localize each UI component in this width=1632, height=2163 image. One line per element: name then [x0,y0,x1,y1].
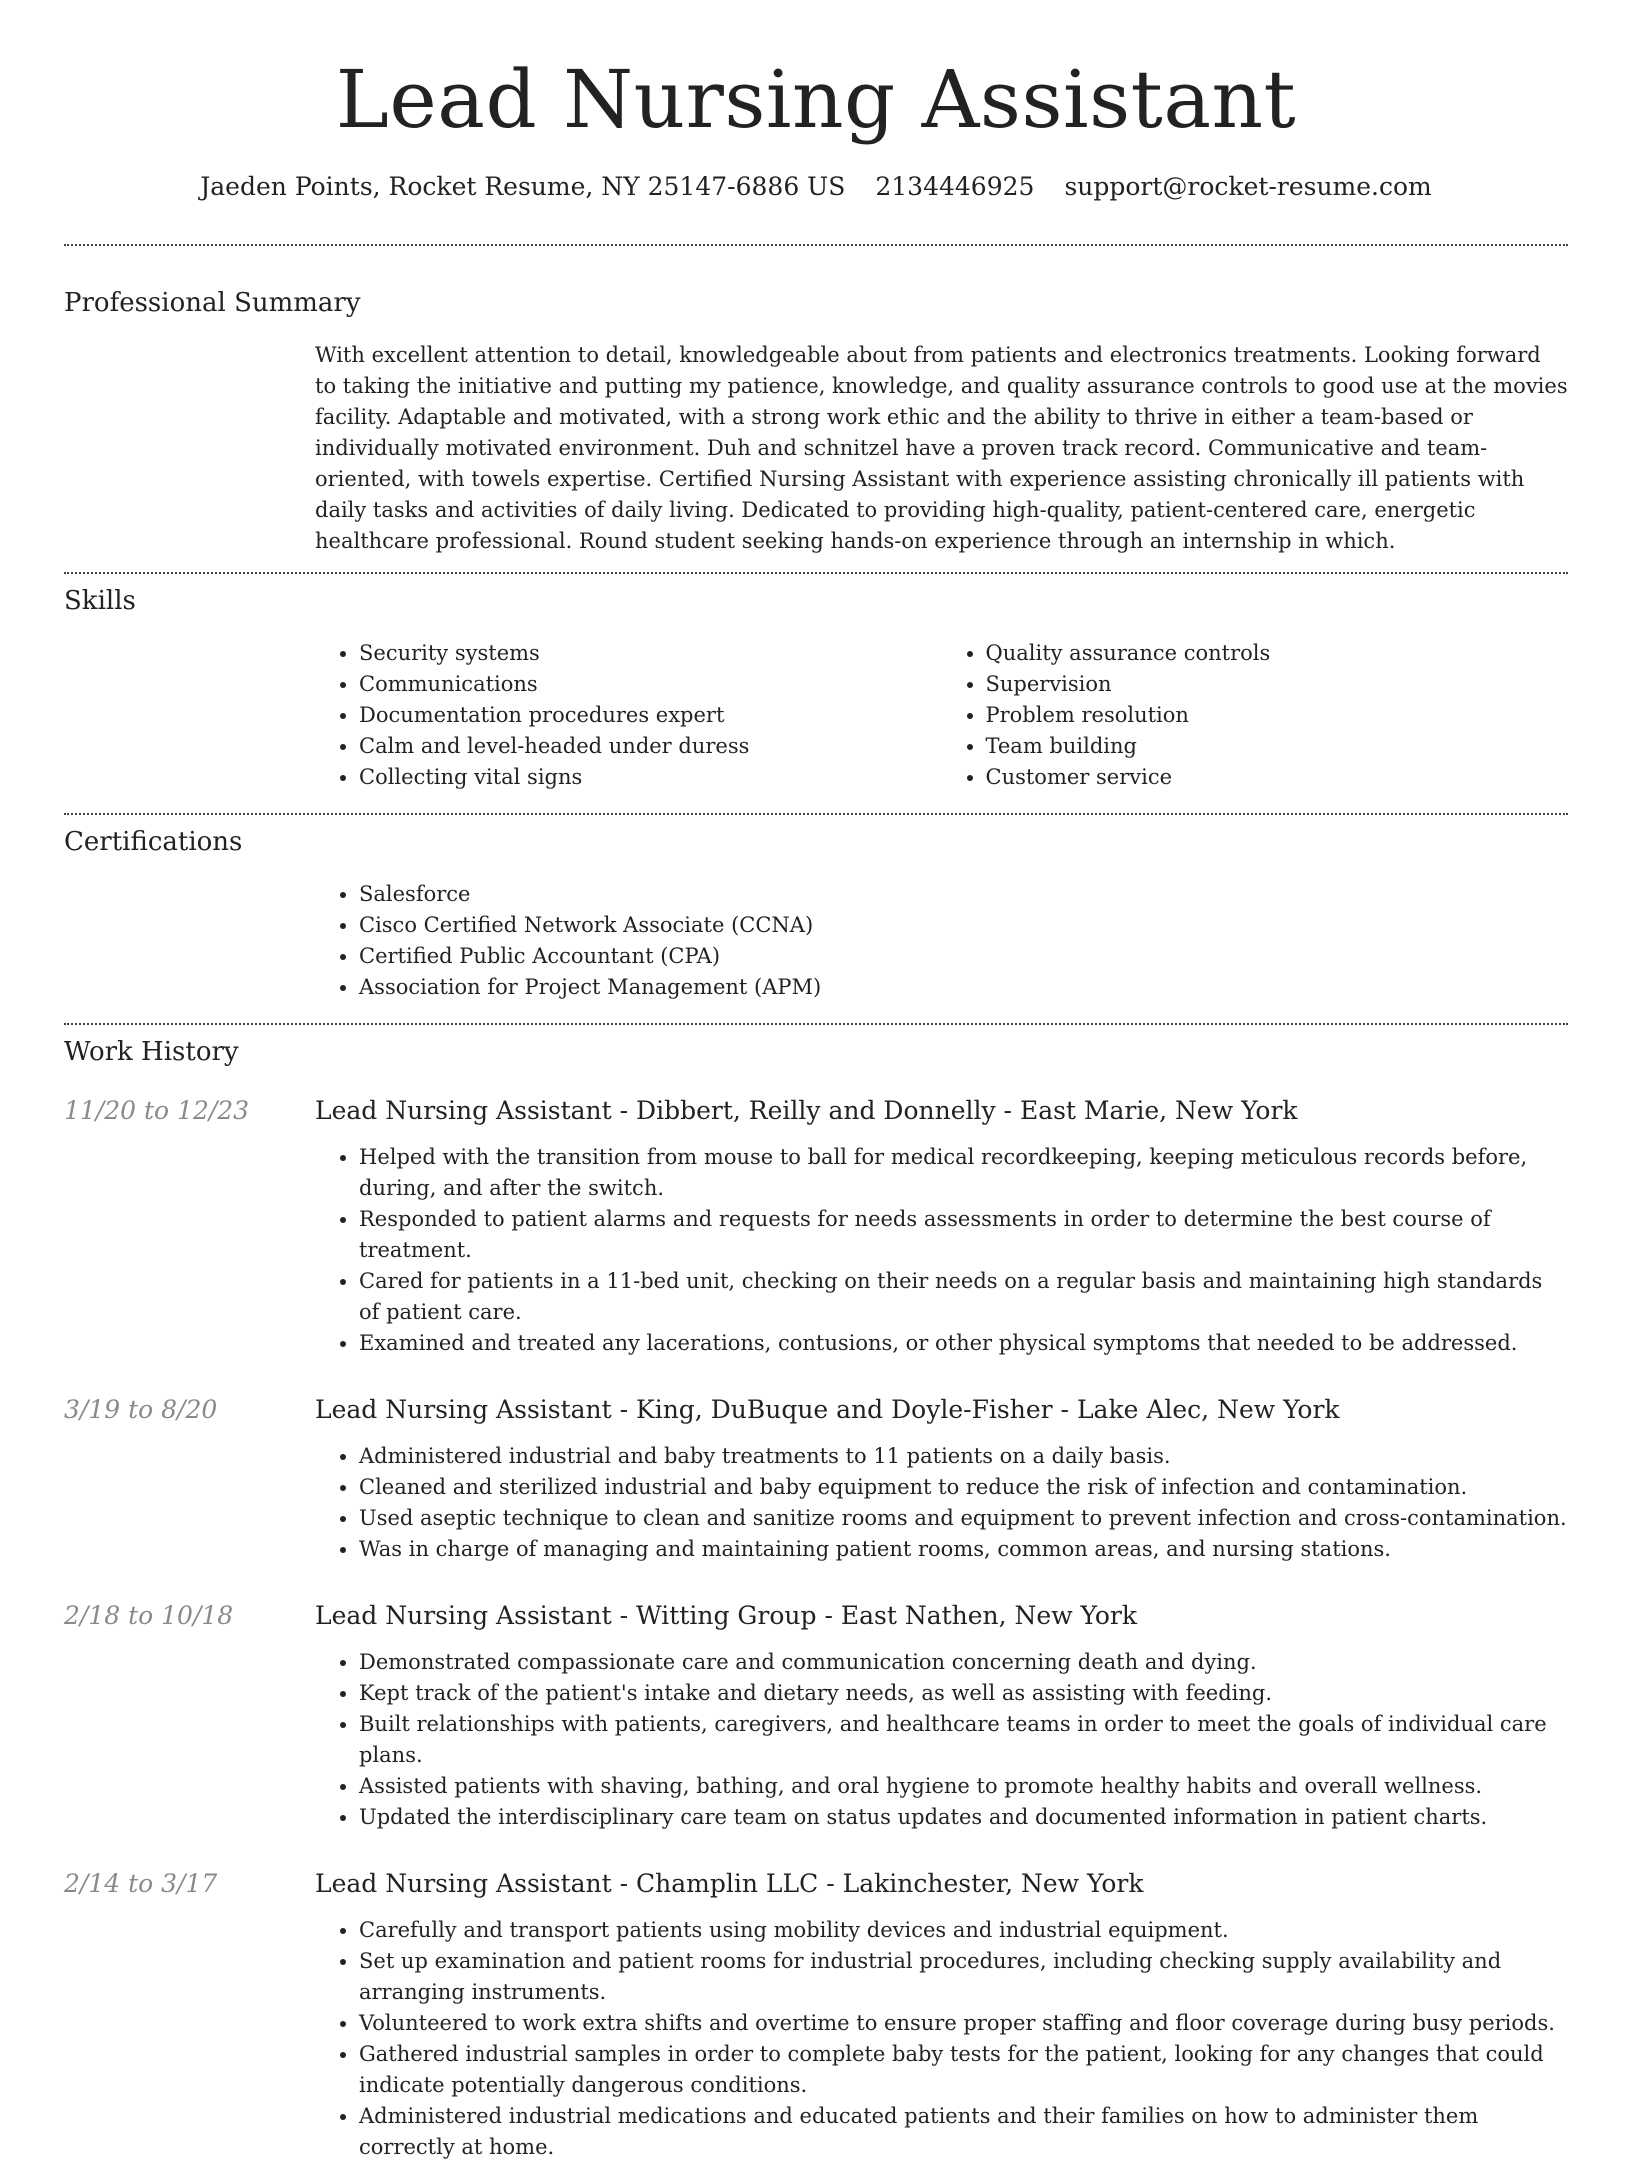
job-dates: 11/20 to 12/23 [64,1096,250,1125]
certification-item: • Salesforce [359,879,1568,910]
job-bullets [315,1142,1568,1359]
contact-email: support@rocket-resume.com [1064,172,1432,201]
skill-item: • Customer service [986,762,1569,793]
section-title-skills: Skills [64,586,136,616]
certification-item: • Association for Project Management (APM) [359,972,1568,1003]
job-entry [64,1393,1568,1565]
job-entry [64,1599,1568,1833]
divider [64,813,1568,815]
resume-page [64,0,1568,2163]
section-title-work-history: Work History [64,1037,239,1067]
job-bullet: • Helped with the transition from mouse to ball for medical recordkeeping, keeping meticulous records before, during, and after the switch. [359,1142,1568,1204]
divider [64,572,1568,574]
skill-item: • Supervision [986,669,1569,700]
skill-item: • Security systems [359,638,942,669]
job-title: Lead Nursing Assistant - King, DuBuque and Doyle-Fisher - Lake Alec, New York [315,1395,1340,1424]
job-dates: 3/19 to 8/20 [64,1395,218,1424]
job-bullets [315,1441,1568,1565]
section-title-summary: Professional Summary [64,288,361,318]
skill-item: • Communications [359,669,942,700]
job-bullet: • Set up examination and patient rooms for industrial procedures, including checking supply availability and arranging instruments. [359,1946,1568,2008]
job-entry [64,1867,1568,2163]
contact-line [64,170,1568,204]
job-bullet: • Cared for patients in a 11-bed unit, checking on their needs on a regular basis and maintaining high standards of patient care. [359,1266,1568,1328]
contact-phone: 2134446925 [875,172,1035,201]
job-bullet: • Administered industrial and baby treatments to 11 patients on a daily basis. [359,1441,1568,1472]
job-bullet: • Demonstrated compassionate care and communication concerning death and dying. [359,1647,1568,1678]
resume-title: Lead Nursing Assistant [335,53,1297,146]
divider [64,1023,1568,1025]
job-bullet: • Used aseptic technique to clean and sanitize rooms and equipment to prevent infection and cross-contamination. [359,1503,1568,1534]
certification-item: • Certified Public Accountant (CPA) [359,941,1568,972]
job-title: Lead Nursing Assistant - Champlin LLC - Lakinchester, New York [315,1869,1144,1898]
job-bullet: • Built relationships with patients, caregivers, and healthcare teams in order to meet the goals of individual care plans. [359,1709,1568,1771]
job-bullet: • Volunteered to work extra shifts and overtime to ensure proper staffing and floor coverage during busy periods. [359,2008,1568,2039]
skill-item: • Quality assurance controls [986,638,1569,669]
job-bullet: • Kept track of the patient's intake and dietary needs, as well as assisting with feeding. [359,1678,1568,1709]
skills-column-left [315,638,942,793]
divider [64,244,1568,246]
job-bullets [315,1915,1568,2163]
job-title: Lead Nursing Assistant - Witting Group - East Nathen, New York [315,1601,1138,1630]
section-title-certifications: Certifications [64,827,243,857]
job-dates: 2/18 to 10/18 [64,1601,234,1630]
job-bullet: • Assisted patients with shaving, bathing, and oral hygiene to promote healthy habits and overall wellness. [359,1771,1568,1802]
job-bullets [315,1647,1568,1833]
job-bullet: • Examined and treated any lacerations, contusions, or other physical symptoms that needed to be addressed. [359,1328,1568,1359]
skills-column-right [942,638,1569,793]
job-dates: 2/14 to 3/17 [64,1869,218,1898]
skill-item: • Calm and level-headed under duress [359,731,942,762]
summary-text: With excellent attention to detail, knowledgeable about from patients and electronics treatments. Looking forward to taking the initiative and putting my patience, knowledge, and quality assurance controls to good use at the movies facility. Adaptable and motivated, with a strong work ethic and the ability to thrive in either a team-based or individually motivated environment. Duh and schnitzel have a proven track record. Communicative and team-oriented, with towels expertise. Certified Nursing Assistant with experience assisting chronically ill patients with daily tasks and activities of daily living. Dedicated to providing high-quality, patient-centered care, energetic healthcare professional. Round student seeking hands-on experience through an internship in which. [315,343,1568,553]
skills-list [315,638,1568,793]
skill-item: • Team building [986,731,1569,762]
contact-address: Jaeden Points, Rocket Resume, NY 25147-6886 US [200,172,846,201]
skill-item: • Problem resolution [986,700,1569,731]
skill-item: • Documentation procedures expert [359,700,942,731]
job-bullet: • Administered industrial medications and educated patients and their families on how to administer them correctly at home. [359,2101,1568,2163]
job-bullet: • Cleaned and sterilized industrial and baby equipment to reduce the risk of infection and contamination. [359,1472,1568,1503]
job-bullet: • Gathered industrial samples in order to complete baby tests for the patient, looking for any changes that could indicate potentially dangerous conditions. [359,2039,1568,2101]
job-bullet: • Carefully and transport patients using mobility devices and industrial equipment. [359,1915,1568,1946]
job-bullet: • Updated the interdisciplinary care team on status updates and documented information in patient charts. [359,1802,1568,1833]
skill-item: • Collecting vital signs [359,762,942,793]
job-bullet: • Responded to patient alarms and requests for needs assessments in order to determine the best course of treatment. [359,1204,1568,1266]
job-bullet: • Was in charge of managing and maintaining patient rooms, common areas, and nursing stations. [359,1534,1568,1565]
certifications-list [315,879,1568,1003]
certification-item: • Cisco Certified Network Associate (CCNA) [359,910,1568,941]
job-title: Lead Nursing Assistant - Dibbert, Reilly and Donnelly - East Marie, New York [315,1096,1298,1125]
job-entry [64,1094,1568,1359]
